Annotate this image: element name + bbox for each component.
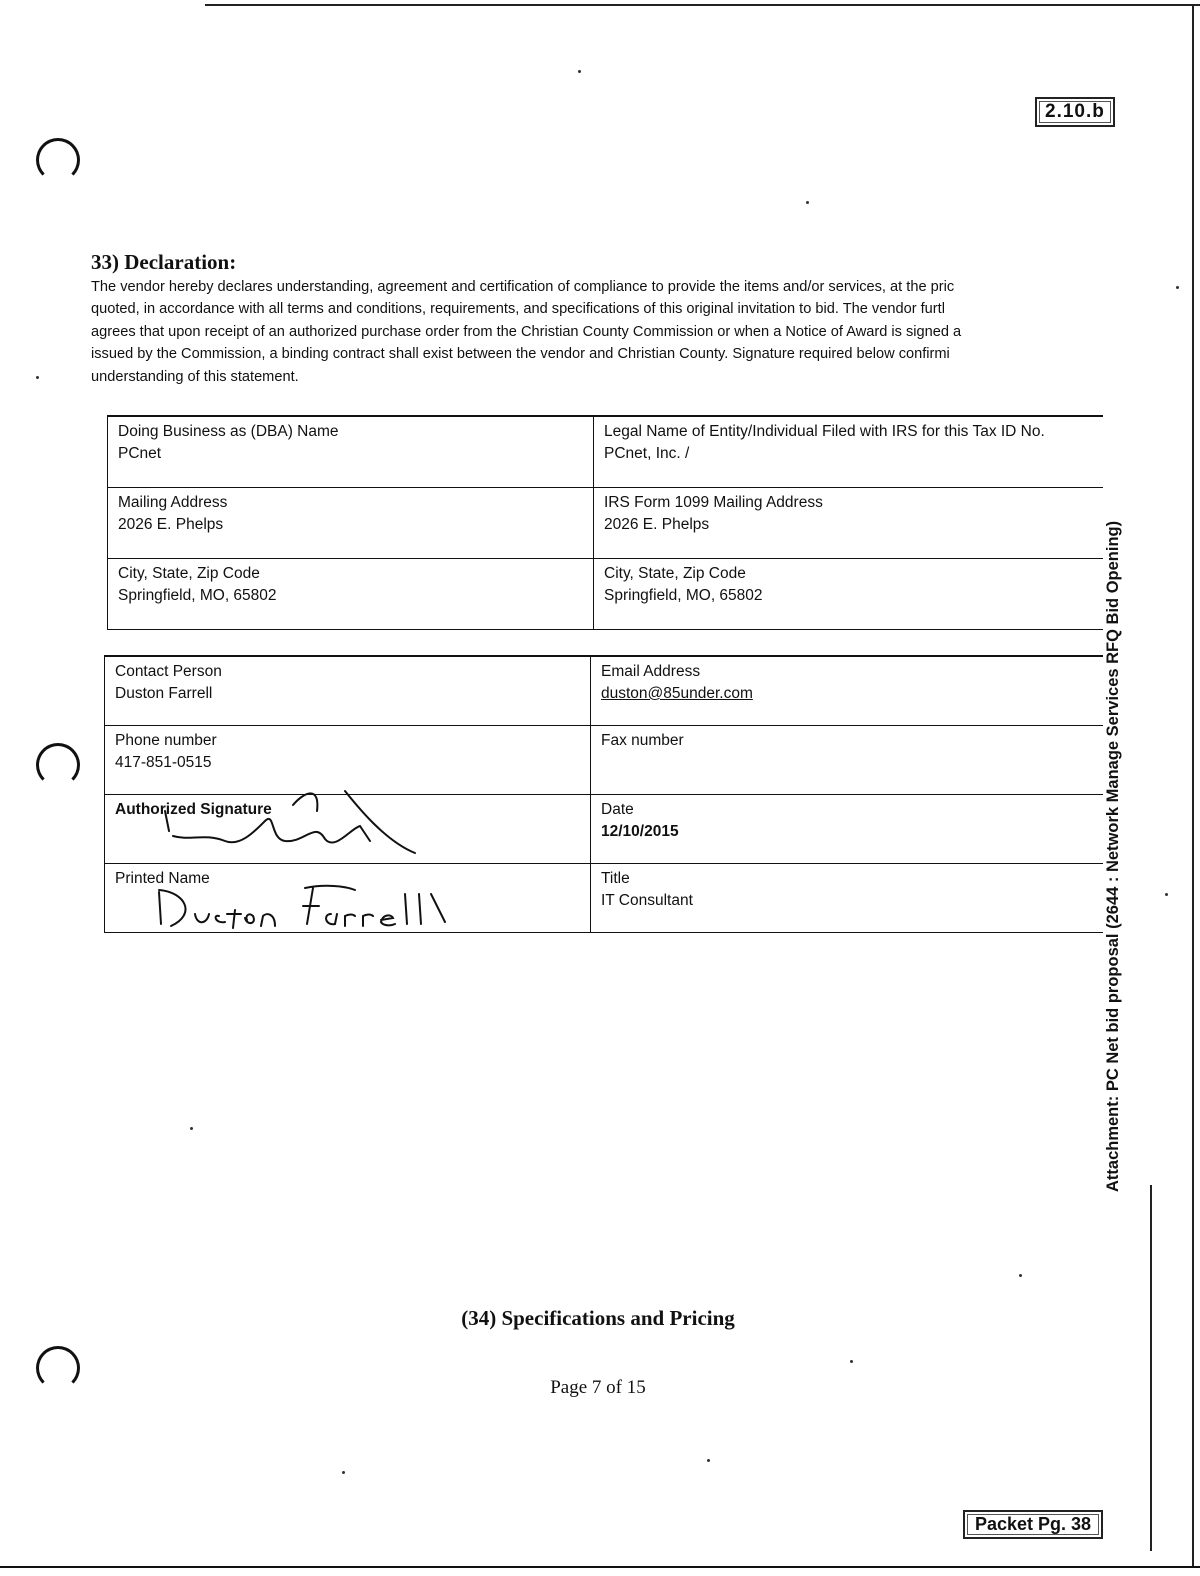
scan-speck <box>190 1127 193 1130</box>
scan-speck <box>806 201 809 204</box>
page-bottom-edge <box>0 1566 1200 1568</box>
field-value: Duston Farrell <box>115 685 213 702</box>
field-value: PCnet, Inc. / <box>604 445 690 462</box>
field-label: Title <box>601 870 630 887</box>
item-number-stamp: 2.10.b <box>1035 97 1115 127</box>
field-value: 417-851-0515 <box>115 754 212 771</box>
field-label: Printed Name <box>115 870 210 887</box>
irs-city-state-zip-field[interactable] <box>594 559 1104 630</box>
declaration-line: understanding of this statement. <box>91 368 299 385</box>
scan-speck <box>1176 286 1179 289</box>
field-label: City, State, Zip Code <box>604 565 746 582</box>
field-label: Doing Business as (DBA) Name <box>118 423 339 440</box>
field-label: Legal Name of Entity/Individual Filed with IRS for this Tax ID No. <box>604 423 1045 440</box>
declaration-line: The vendor hereby declares understanding, agreement and certification of compliance to provide the items and/or services, at the pric <box>91 279 955 295</box>
declaration-line: issued by the Commission, a binding contract shall exist between the vendor and Christian County. Signature required below confirmi <box>91 346 950 363</box>
scan-speck <box>578 70 581 73</box>
side-rule <box>1150 1185 1152 1551</box>
table-row <box>105 656 1104 726</box>
handwritten-signature <box>145 781 475 861</box>
dba-name-field[interactable] <box>108 416 594 488</box>
scan-speck <box>36 376 39 379</box>
irs-mailing-address-field[interactable] <box>594 488 1104 559</box>
table-row <box>105 864 1104 933</box>
field-value: Springfield, MO, 65802 <box>118 587 277 604</box>
field-value: Springfield, MO, 65802 <box>604 587 763 604</box>
field-value: IT Consultant <box>601 892 693 909</box>
email-address-field[interactable] <box>591 656 1104 726</box>
page-number: Page 7 of 15 <box>550 1377 646 1398</box>
title-field[interactable] <box>591 864 1104 933</box>
table-row <box>105 795 1104 864</box>
specifications-heading: (34) Specifications and Pricing <box>461 1306 735 1330</box>
printed-name-field[interactable] <box>105 864 591 933</box>
declaration-line: agrees that upon receipt of an authorized purchase order from the Christian County Commission or when a Notice of Award is signed a <box>91 323 962 340</box>
table-row <box>108 559 1104 630</box>
table-row <box>108 488 1104 559</box>
page-top-edge <box>205 4 1200 6</box>
email-link[interactable]: duston@85under.com <box>601 685 753 702</box>
scan-speck <box>850 1360 853 1363</box>
field-value: PCnet <box>118 445 162 462</box>
handwritten-printed-name <box>135 884 465 934</box>
field-label: City, State, Zip Code <box>118 565 260 582</box>
field-value: 2026 E. Phelps <box>118 516 224 533</box>
field-label: Email Address <box>601 663 701 680</box>
vendor-info-table <box>107 415 1103 630</box>
packet-page-stamp: Packet Pg. 38 <box>963 1510 1103 1539</box>
punch-hole-icon <box>36 138 80 182</box>
city-state-zip-field[interactable] <box>108 559 594 630</box>
field-label: IRS Form 1099 Mailing Address <box>604 494 823 511</box>
page-right-edge <box>1192 4 1194 1568</box>
field-value: 12/10/2015 <box>601 823 679 840</box>
field-label: Date <box>601 801 634 818</box>
field-label: Contact Person <box>115 663 222 680</box>
field-value: 2026 E. Phelps <box>604 516 710 533</box>
scan-speck <box>1019 1274 1022 1277</box>
field-label: Mailing Address <box>118 494 228 511</box>
scan-speck <box>342 1471 345 1474</box>
table-row <box>108 416 1104 488</box>
field-label: Authorized Signature <box>115 801 272 818</box>
mailing-address-field[interactable] <box>108 488 594 559</box>
date-field[interactable] <box>591 795 1104 864</box>
declaration-text <box>91 276 1100 388</box>
punch-hole-icon <box>36 743 80 787</box>
scan-speck <box>707 1459 710 1462</box>
fax-number-field[interactable] <box>591 726 1104 795</box>
legal-name-field[interactable] <box>594 416 1104 488</box>
scan-speck <box>1165 893 1168 896</box>
field-label: Fax number <box>601 732 684 749</box>
attachment-side-label: Attachment: PC Net bid proposal (2644 : Network Manage Services RFQ Bid Opening) <box>1104 520 1122 1192</box>
declaration-heading: 33) Declaration: <box>91 250 237 274</box>
contact-person-field[interactable] <box>105 656 591 726</box>
declaration-line: quoted, in accordance with all terms and conditions, requirements, and specifications of this original invitation to bid. The vendor furtl <box>91 301 945 318</box>
authorized-signature-field[interactable] <box>105 795 591 864</box>
field-label: Phone number <box>115 732 217 749</box>
contact-info-table <box>104 655 1103 933</box>
